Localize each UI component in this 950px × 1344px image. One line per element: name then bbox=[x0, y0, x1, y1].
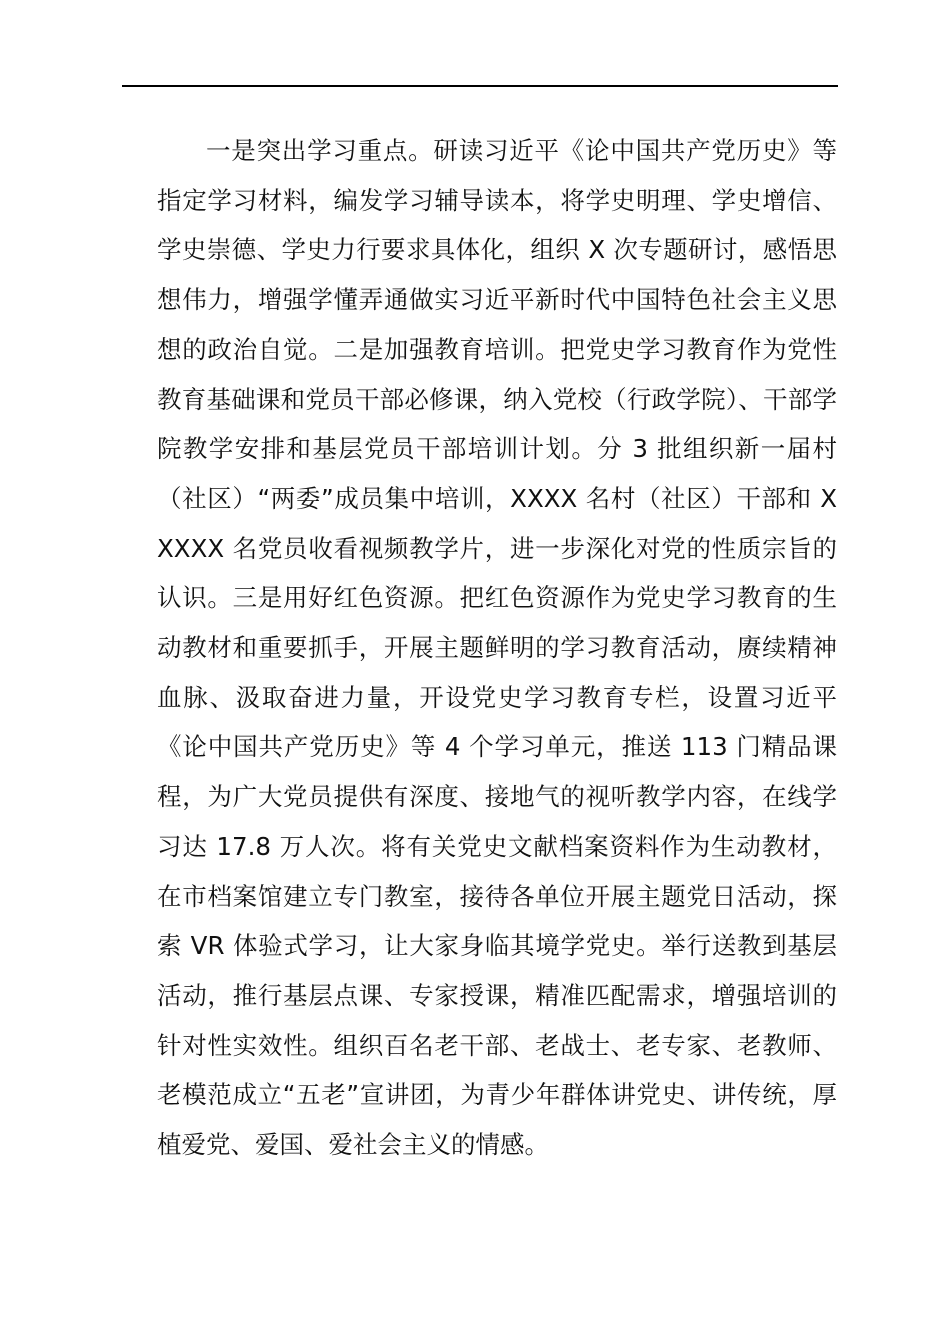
header-rule bbox=[122, 85, 838, 87]
body-paragraph: 一是突出学习重点。研读习近平《论中国共产党历史》等指定学习材料，编发学习辅导读本，将学史明理、学史增信、学史崇德、学史力行要求具体化，组织 X 次专题研讨，感悟思想伟力，增强学懂弄通做实习近平新时代中国特色社会主义思想的政治自觉。二是加强教育培训。把党史学习教育作为党性教育基础课和党员干部必修课，纳入党校（行政学院）、干部学院教学安排和基层党员干部培训计划。分 3 批组织新一届村（社区）“两委”成员集中培训，XXXX 名村（社区）干部和 XXXXX 名党员收看视频教学片，进一步深化对党的性质宗旨的认识。三是用好红色资源。把红色资源作为党史学习教育的生动教材和重要抓手，开展主题鲜明的学习教育活动，赓续精神血脉、汲取奋进力量，开设党史学习教育专栏，设置习近平《论中国共产党历史》等 4 个学习单元，推送 113 门精品课程，为广大党员提供有深度、接地气的视听教学内容，在线学习达 17.8 万人次。将有关党史文献档案资料作为生动教材，在市档案馆建立专门教室，接待各单位开展主题党日活动，探索 VR 体验式学习，让大家身临其境学党史。举行送教到基层活动，推行基层点课、专家授课，精准匹配需求，增强培训的针对性实效性。组织百名老干部、老战士、老专家、老教师、老模范成立“五老”宣讲团，为青少年群体讲党史、讲传统，厚植爱党、爱国、爱社会主义的情感。 bbox=[157, 136, 837, 1160]
